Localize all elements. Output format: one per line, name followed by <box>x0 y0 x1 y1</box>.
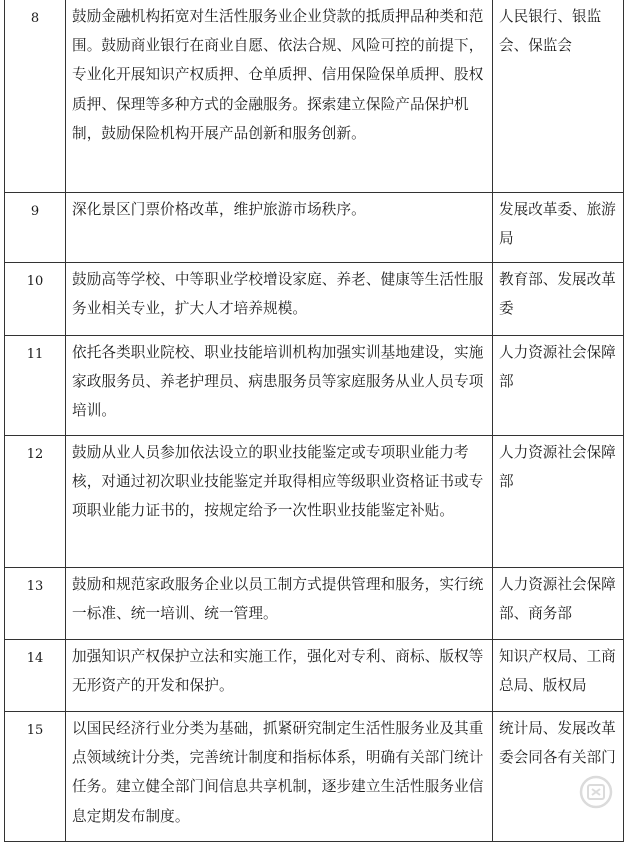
task-description: 加强知识产权保护立法和实施工作，强化对专利、商标、版权等无形资产的开发和保护。 <box>66 640 493 712</box>
task-description: 深化景区门票价格改革，维护旅游市场秩序。 <box>66 193 493 263</box>
row-number: 10 <box>5 263 66 336</box>
row-number: 13 <box>5 568 66 640</box>
task-description: 鼓励金融机构拓宽对生活性服务业企业贷款的抵质押品种类和范围。鼓励商业银行在商业自愿、依法合规、风险可控的前提下，专业化开展知识产权质押、仓单质押、信用保险保单质押、股权质押、保理等多种方式的金融服务。探索建立保险产品保护机制，鼓励保险机构开展产品创新和服务创新。 <box>66 0 493 193</box>
watermark-logo-icon <box>579 775 613 809</box>
table-row <box>5 436 624 568</box>
row-number: 8 <box>5 0 66 193</box>
responsible-department: 发展改革委、旅游局 <box>493 193 624 263</box>
row-number: 11 <box>5 336 66 436</box>
table-row <box>5 568 624 640</box>
table-row <box>5 640 624 712</box>
task-description: 鼓励和规范家政服务企业以员工制方式提供管理和服务，实行统一标准、统一培训、统一管理。 <box>66 568 493 640</box>
row-number: 14 <box>5 640 66 712</box>
responsible-department: 人力资源社会保障部 <box>493 336 624 436</box>
table-row <box>5 193 624 263</box>
table-row <box>5 0 624 193</box>
responsible-department: 教育部、发展改革委 <box>493 263 624 336</box>
row-number: 9 <box>5 193 66 263</box>
responsible-department: 人力资源社会保障部、商务部 <box>493 568 624 640</box>
row-number: 15 <box>5 712 66 842</box>
responsible-department: 人民银行、银监会、保监会 <box>493 0 624 193</box>
table-row <box>5 336 624 436</box>
responsible-department: 人力资源社会保障部 <box>493 436 624 568</box>
table-row <box>5 712 624 842</box>
table-row <box>5 263 624 336</box>
task-description: 鼓励高等学校、中等职业学校增设家庭、养老、健康等生活性服务业相关专业，扩大人才培养规模。 <box>66 263 493 336</box>
task-description: 以国民经济行业分类为基础，抓紧研究制定生活性服务业及其重点领域统计分类，完善统计制度和指标体系，明确有关部门统计任务。建立健全部门间信息共享机制，逐步建立生活性服务业信息定期发布制度。 <box>66 712 493 842</box>
responsible-department: 统计局、发展改革委会同各有关部门 <box>493 712 624 842</box>
task-description: 依托各类职业院校、职业技能培训机构加强实训基地建设，实施家政服务员、养老护理员、病患服务员等家庭服务从业人员专项培训。 <box>66 336 493 436</box>
policy-task-table <box>4 0 624 842</box>
task-description: 鼓励从业人员参加依法设立的职业技能鉴定或专项职业能力考核，对通过初次职业技能鉴定并取得相应等级职业资格证书或专项职业能力证书的，按规定给予一次性职业技能鉴定补贴。 <box>66 436 493 568</box>
responsible-department: 知识产权局、工商总局、版权局 <box>493 640 624 712</box>
row-number: 12 <box>5 436 66 568</box>
